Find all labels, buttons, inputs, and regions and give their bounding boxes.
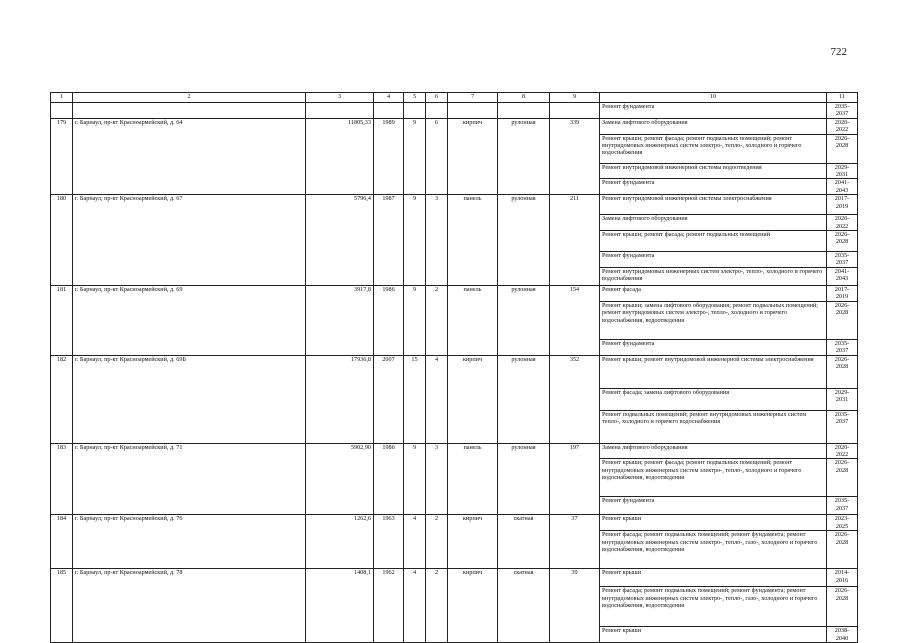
work-cell: Ремонт фасада; ремонт подвальных помещений; ремонт фундамента; ремонт внутридомовых инженерных систем электро-, тепло-, газо-, холодного и горячего водоснабжения, водоотведения xyxy=(600,587,827,627)
floors-cell: 9 xyxy=(404,118,426,194)
period-cell: 2029-2031 xyxy=(827,163,858,179)
work-cell: Ремонт подвальных помещений; ремонт внутридомовых инженерных систем тепло-, холодного и горячего водоснабжения xyxy=(600,410,827,443)
work-cell: Ремонт крыши; ремонт фасада; ремонт подвальных помещений; ремонт внутридомовых инженерных систем электро-, тепло-, холодного и горячего водоснабжения, водоотведения xyxy=(600,459,827,497)
work-cell: Ремонт фасада xyxy=(600,285,827,301)
header-cell: 11 xyxy=(827,93,858,103)
year-cell: 1962 xyxy=(374,569,404,643)
work-cell: Замена лифтового оборудования xyxy=(600,443,827,459)
entrances-cell: 2 xyxy=(426,515,448,569)
work-cell: Ремонт крыши xyxy=(600,569,827,587)
period-cell: 2026-2028 xyxy=(827,355,858,388)
wall-material-cell: панель xyxy=(448,285,498,355)
address-cell: г. Барнаул, пр-кт Красноармейский, д. 69 xyxy=(73,285,306,355)
entrances-cell: 2 xyxy=(426,285,448,355)
entrances-cell: 2 xyxy=(426,569,448,643)
period-cell: 2026-2028 xyxy=(827,134,858,163)
roof-type-cell: скатная xyxy=(498,569,550,643)
work-cell: Ремонт крыши xyxy=(600,515,827,531)
period-cell: 2035-2037 xyxy=(827,339,858,355)
floors-cell: 4 xyxy=(404,569,426,643)
address-cell: г. Барнаул, пр-кт Красноармейский, д. 78 xyxy=(73,569,306,643)
work-cell: Ремонт фасада; ремонт подвальных помещений; ремонт фундамента; ремонт внутридомовых инженерных систем электро-, тепло-, газо-, холодного и горячего водоснабжения, водоотведения xyxy=(600,531,827,569)
entrances-cell: 3 xyxy=(426,195,448,286)
header-cell: 8 xyxy=(498,93,550,103)
residents-cell: 197 xyxy=(550,443,600,515)
work-cell: Ремонт фундамента xyxy=(600,103,827,119)
entrances-cell: 4 xyxy=(426,355,448,443)
residents-cell: 37 xyxy=(550,515,600,569)
period-cell: 2035-2037 xyxy=(827,410,858,443)
roof-type-cell: рулонная xyxy=(498,285,550,355)
period-cell: 2020-2022 xyxy=(827,118,858,134)
period-cell: 2038-2040 xyxy=(827,627,858,643)
work-cell: Ремонт крыши; ремонт фасада; ремонт подвальных помещений xyxy=(600,231,827,252)
area-cell: 11805,33 xyxy=(306,118,374,194)
work-cell: Ремонт фундамента xyxy=(600,497,827,515)
address-cell: г. Барнаул, пр-кт Красноармейский, д. 64 xyxy=(73,118,306,194)
period-cell: 2026-2028 xyxy=(827,587,858,627)
work-cell: Ремонт внутридомовой инженерной системы водоотведения xyxy=(600,163,827,179)
header-cell: 2 xyxy=(73,93,306,103)
header-cell: 4 xyxy=(374,93,404,103)
year-cell: 1989 xyxy=(374,118,404,194)
work-cell: Ремонт внутридомовой инженерной системы электроснабжения xyxy=(600,195,827,215)
address-cell: г. Барнаул, пр-кт Красноармейский, д. 71 xyxy=(73,443,306,515)
residents-cell: 39 xyxy=(550,569,600,643)
work-cell: Ремонт внутридомовых инженерных систем электро-, тепло-, холодного и горячего водоснабжения xyxy=(600,267,827,285)
work-cell: Ремонт фасада; замена лифтового оборудования xyxy=(600,388,827,410)
row-number-cell: 181 xyxy=(51,285,73,355)
header-cell: 9 xyxy=(550,93,600,103)
period-cell: 2017-2019 xyxy=(827,285,858,301)
repair-schedule-table xyxy=(50,92,858,643)
area-cell: 5902,90 xyxy=(306,443,374,515)
work-cell: Ремонт крыши; ремонт внутридомовой инженерной системы электроснабжения xyxy=(600,355,827,388)
roof-type-cell: рулонная xyxy=(498,355,550,443)
period-cell: 2035-2037 xyxy=(827,497,858,515)
residents-cell: 339 xyxy=(550,118,600,194)
year-cell: 1986 xyxy=(374,285,404,355)
header-row xyxy=(51,93,858,103)
entrances-cell: 3 xyxy=(426,443,448,515)
row-number-cell: 184 xyxy=(51,515,73,569)
year-cell: 1987 xyxy=(374,195,404,286)
wall-material-cell: панель xyxy=(448,443,498,515)
header-cell: 10 xyxy=(600,93,827,103)
wall-material-cell: кирпич xyxy=(448,355,498,443)
period-cell: 2026-2028 xyxy=(827,459,858,497)
roof-type-cell: рулонная xyxy=(498,118,550,194)
period-cell: 2035-2037 xyxy=(827,103,858,119)
table-row xyxy=(51,285,858,301)
period-cell: 2023-2025 xyxy=(827,515,858,531)
period-cell: 2035-2037 xyxy=(827,252,858,268)
period-cell: 2014-2016 xyxy=(827,569,858,587)
work-cell: Ремонт фундамента xyxy=(600,339,827,355)
work-cell: Ремонт фундамента xyxy=(600,252,827,268)
address-cell: г. Барнаул, пр-кт Красноармейский, д. 69Б xyxy=(73,355,306,443)
period-cell: 2020-2022 xyxy=(827,443,858,459)
area-cell: 3917,8 xyxy=(306,285,374,355)
year-cell: 1986 xyxy=(374,443,404,515)
period-cell: 2017-2019 xyxy=(827,195,858,215)
header-cell: 6 xyxy=(426,93,448,103)
work-cell: Замена лифтового оборудования xyxy=(600,118,827,134)
header-cell: 7 xyxy=(448,93,498,103)
period-cell: 2026-2028 xyxy=(827,231,858,252)
header-cell: 3 xyxy=(306,93,374,103)
wall-material-cell: кирпич xyxy=(448,569,498,643)
area-cell: 1408,1 xyxy=(306,569,374,643)
floors-cell: 4 xyxy=(404,515,426,569)
row-number-cell: 179 xyxy=(51,118,73,194)
work-cell: Ремонт крыши; замена лифтового оборудования; ремонт подвальных помещений; ремонт внутридомовых систем электро-, тепло-, холодного и горячего водоснабжения, водоотведения xyxy=(600,301,827,339)
roof-type-cell: скатная xyxy=(498,515,550,569)
area-cell: 17936,8 xyxy=(306,355,374,443)
row-number-cell: 185 xyxy=(51,569,73,643)
row-number-cell: 180 xyxy=(51,195,73,286)
year-cell: 2007 xyxy=(374,355,404,443)
wall-material-cell: кирпич xyxy=(448,515,498,569)
work-cell: Замена лифтового оборудования xyxy=(600,215,827,231)
work-cell: Ремонт фундамента xyxy=(600,179,827,195)
row-number-cell: 182 xyxy=(51,355,73,443)
period-cell: 2041-2043 xyxy=(827,179,858,195)
work-cell: Ремонт крыши xyxy=(600,627,827,643)
entrances-cell: 6 xyxy=(426,118,448,194)
period-cell: 2041-2043 xyxy=(827,267,858,285)
wall-material-cell: кирпич xyxy=(448,118,498,194)
wall-material-cell: панель xyxy=(448,195,498,286)
header-cell: 5 xyxy=(404,93,426,103)
table-row xyxy=(51,443,858,459)
year-cell: 1963 xyxy=(374,515,404,569)
floors-cell: 9 xyxy=(404,195,426,286)
area-cell: 1262,6 xyxy=(306,515,374,569)
residents-cell: 154 xyxy=(550,285,600,355)
row-number-cell: 183 xyxy=(51,443,73,515)
area-cell: 5796,4 xyxy=(306,195,374,286)
roof-type-cell: рулонная xyxy=(498,443,550,515)
address-cell: г. Барнаул, пр-кт Красноармейский, д. 67 xyxy=(73,195,306,286)
floors-cell: 9 xyxy=(404,443,426,515)
page-number: 722 xyxy=(830,46,847,58)
period-cell: 2026-2028 xyxy=(827,301,858,339)
period-cell: 2029-2031 xyxy=(827,388,858,410)
roof-type-cell: рулонная xyxy=(498,195,550,286)
floors-cell: 9 xyxy=(404,285,426,355)
floors-cell: 15 xyxy=(404,355,426,443)
table-row xyxy=(51,355,858,388)
header-cell: 1 xyxy=(51,93,73,103)
table-row xyxy=(51,195,858,215)
address-cell: г. Барнаул, пр-кт Красноармейский, д. 76 xyxy=(73,515,306,569)
continuation-row xyxy=(51,103,858,119)
table-row xyxy=(51,118,858,134)
work-cell: Ремонт крыши; ремонт фасада; ремонт подвальных помещений; ремонт внутридомовых инженерных систем электро-, тепло-, холодного и горячего водоснабжения xyxy=(600,134,827,163)
period-cell: 2020-2022 xyxy=(827,215,858,231)
period-cell: 2026-2028 xyxy=(827,531,858,569)
residents-cell: 211 xyxy=(550,195,600,286)
table-row xyxy=(51,569,858,587)
residents-cell: 352 xyxy=(550,355,600,443)
table-row xyxy=(51,515,858,531)
